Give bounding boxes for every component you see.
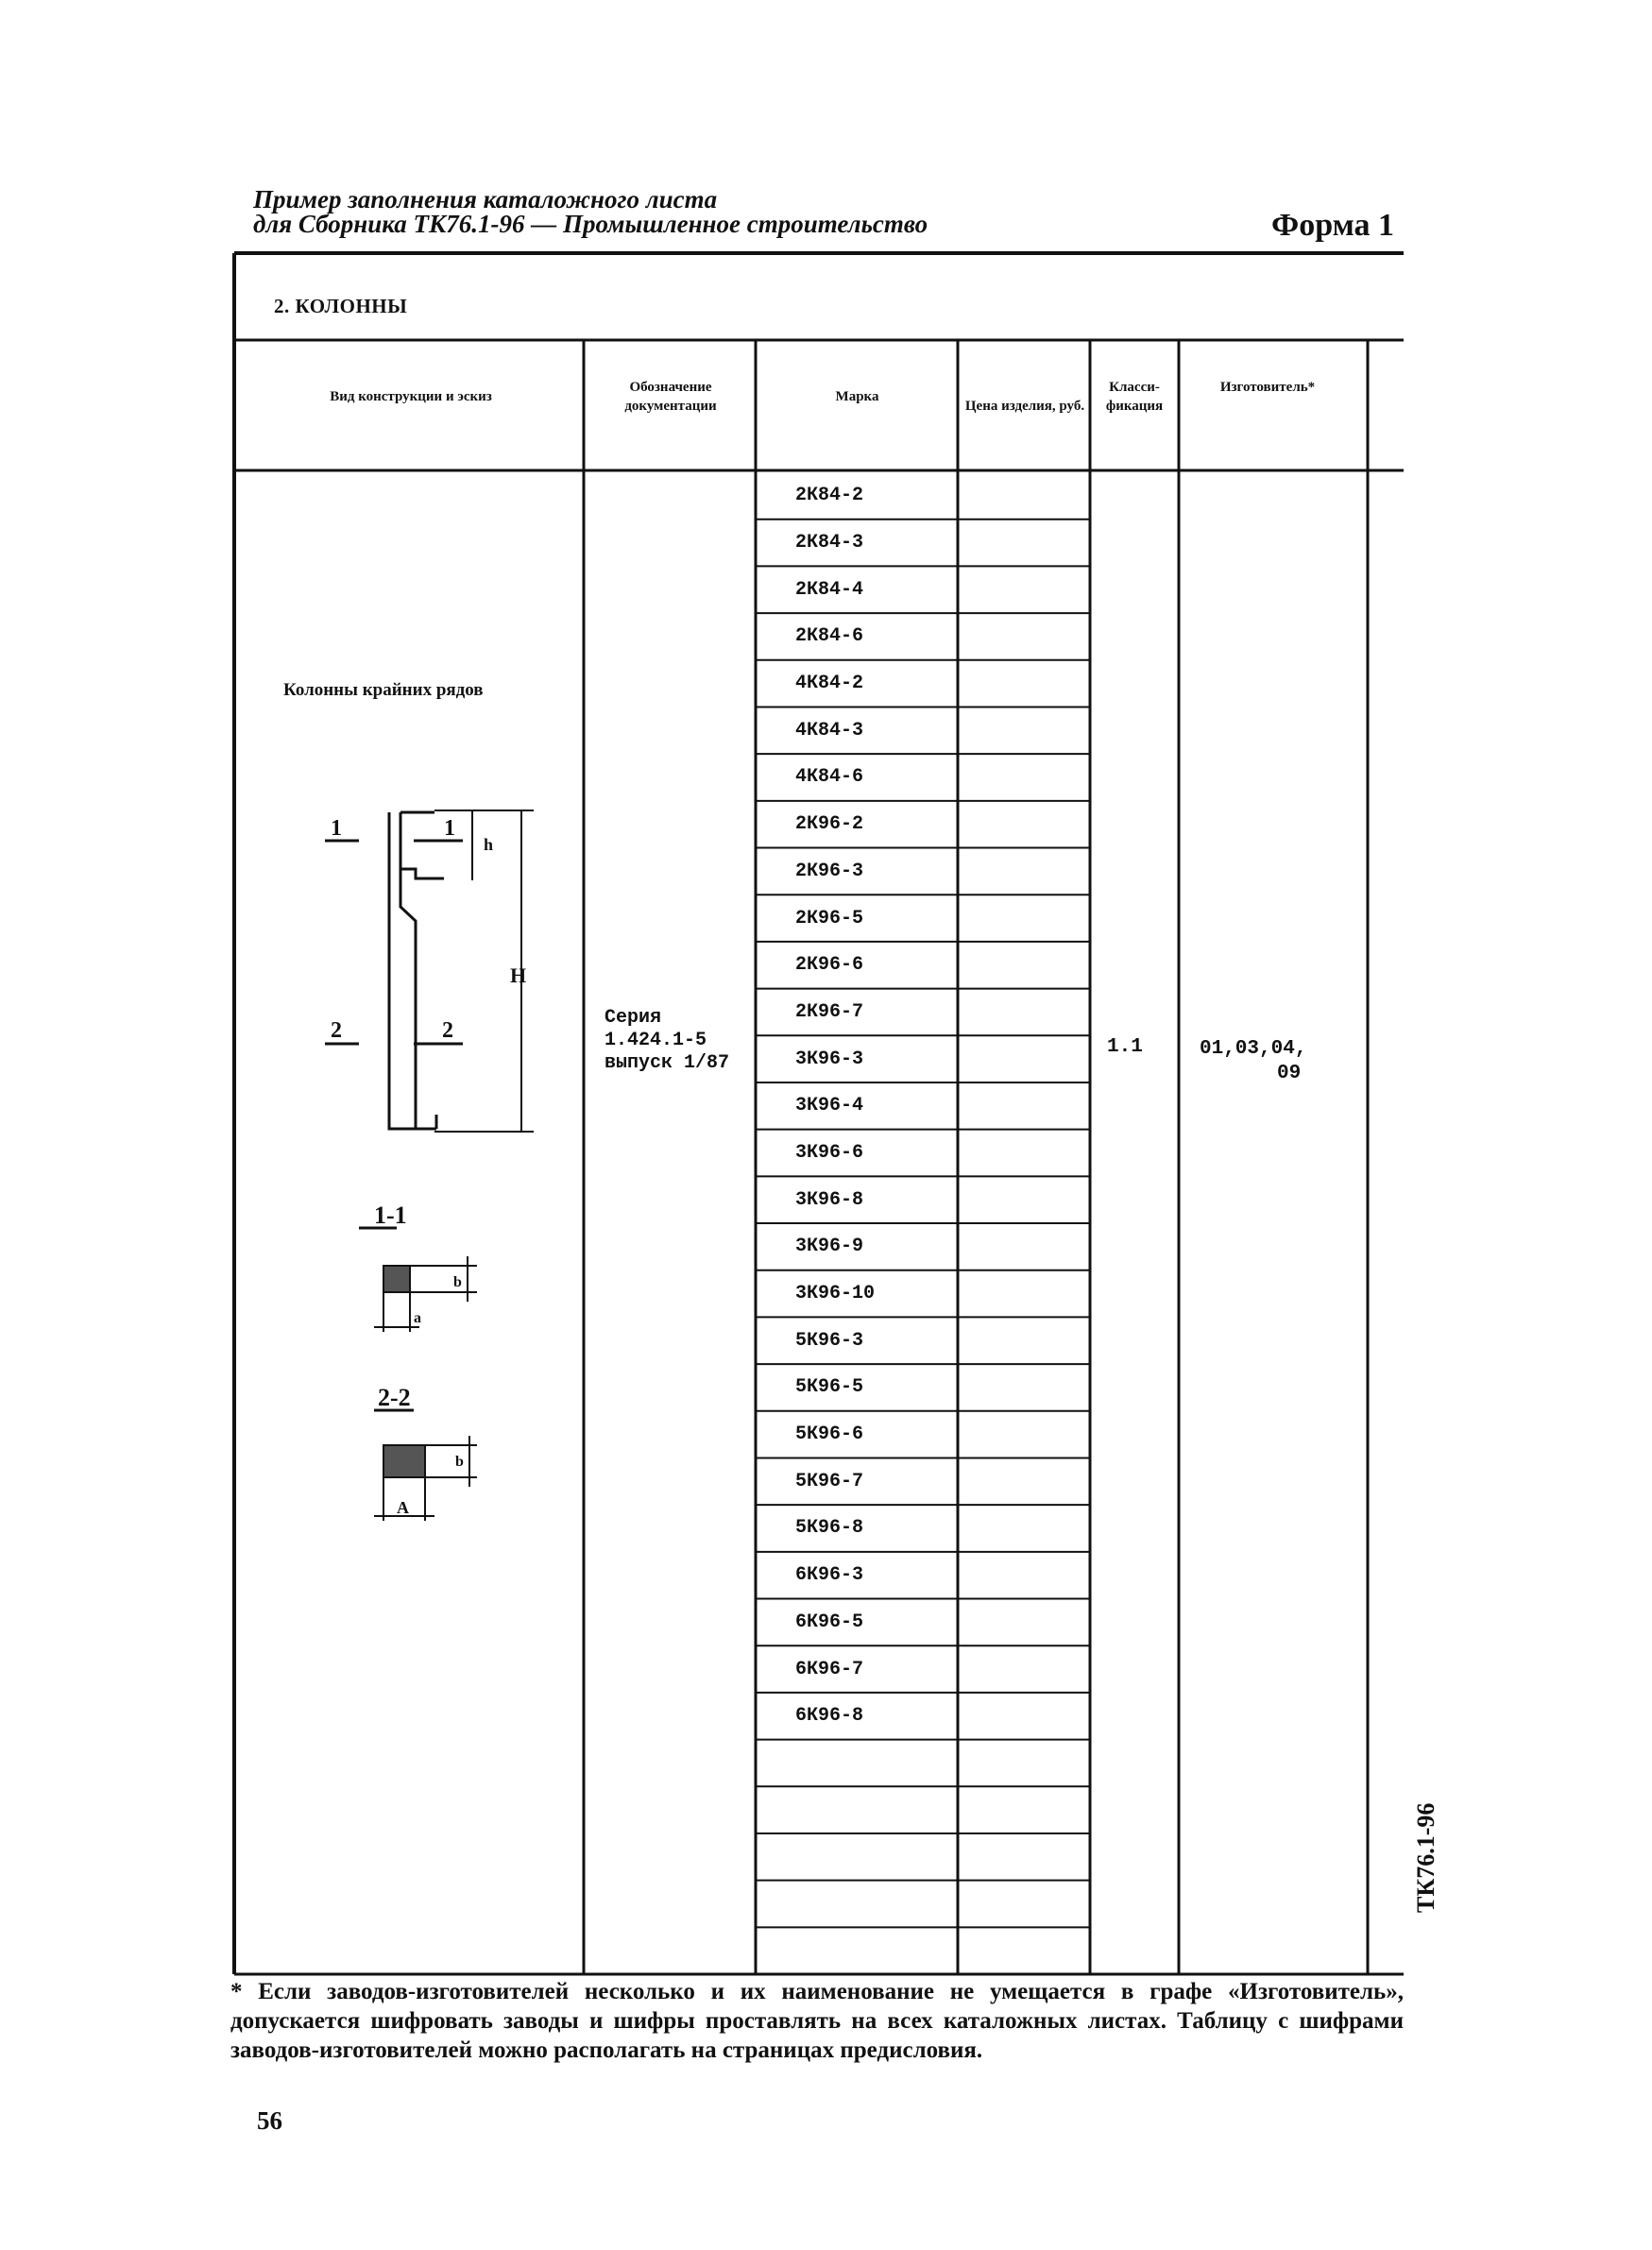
mark-row: [756, 1270, 963, 1318]
sketch-label-A: A: [397, 1498, 409, 1517]
mark-row: [756, 1082, 963, 1130]
mark-row: [756, 1740, 963, 1787]
mark-label: 6К96-3: [795, 1564, 864, 1587]
mark-label: 2К96-3: [795, 860, 864, 882]
column-header-classification: Класси-фикация: [1105, 380, 1164, 414]
mark-label: 3К96-6: [795, 1141, 864, 1164]
mark-row: [756, 1505, 963, 1552]
section-title: 2. КОЛОННЫ: [274, 295, 408, 317]
mark-label: 3К96-9: [795, 1236, 864, 1258]
mark-label: 3К96-8: [795, 1188, 864, 1211]
mark-label: 3К96-4: [795, 1095, 864, 1117]
mark-label: 6К96-8: [795, 1705, 864, 1728]
sketch-label-1-left: 1: [331, 816, 342, 841]
mark-label: 3К96-10: [795, 1283, 876, 1305]
mark-row: [756, 472, 963, 520]
construction-caption: Колонны крайних рядов: [283, 680, 484, 700]
mark-row: [756, 1411, 963, 1458]
manufacturer-cell: [1200, 1037, 1306, 1086]
form-label: Форма 1: [1271, 208, 1395, 243]
mark-row: [756, 1035, 963, 1082]
sketch-label-b2: b: [455, 1454, 464, 1470]
mark-row: [756, 520, 963, 567]
sketch-label-h: h: [484, 835, 494, 854]
mark-row: [756, 895, 963, 942]
mark-label: 6К96-5: [795, 1611, 864, 1633]
mark-row: [756, 1881, 963, 1928]
mark-label: 5К96-6: [795, 1423, 864, 1446]
mark-label: 2К84-4: [795, 578, 864, 601]
mark-row: [756, 1552, 963, 1599]
sketch-section-1-1: 1-1: [374, 1202, 407, 1229]
mark-row: [756, 1223, 963, 1270]
mark-label: 4К84-6: [795, 766, 864, 789]
column-header-price: Цена изделия, руб.: [964, 399, 1085, 414]
sketch-label-1-right: 1: [444, 816, 455, 841]
sketch-section-2-2: 2-2: [378, 1384, 411, 1411]
mark-row: [756, 801, 963, 848]
mark-label: 5К96-5: [795, 1376, 864, 1399]
mark-label: 4К84-3: [795, 719, 864, 741]
mark-label: 2К96-6: [795, 954, 864, 977]
header-line-2: для Сборника ТК76.1-96 — Промышленное строительство: [253, 210, 928, 238]
mark-label: 2К84-6: [795, 625, 864, 648]
classification-cell: 1.1: [1107, 1036, 1143, 1058]
mark-row: [756, 989, 963, 1036]
column-header-mark: Марка: [835, 389, 879, 404]
mark-label: 4К84-2: [795, 673, 864, 695]
documentation-line-3: выпуск 1/87: [605, 1052, 730, 1074]
mark-row: [756, 1786, 963, 1833]
column-header-manufacturer: Изготовитель*: [1219, 380, 1316, 395]
mark-row: [756, 660, 963, 707]
mark-row: [756, 1176, 963, 1223]
documentation-line-2: 1.424.1-5: [605, 1030, 707, 1051]
mark-row: [756, 1693, 963, 1740]
mark-label: 2К96-5: [795, 907, 864, 929]
mark-row: [756, 942, 963, 989]
sketch-label-b1: b: [453, 1274, 462, 1290]
column-sketch: [302, 793, 548, 1549]
manufacturer-line-1: 01,03,04,: [1200, 1038, 1307, 1060]
mark-label: 5К96-7: [795, 1470, 864, 1492]
mark-row: [756, 1130, 963, 1177]
mark-label: 6К96-7: [795, 1658, 864, 1680]
sketch-label-2-right: 2: [442, 1018, 453, 1043]
sketch-label-H: H: [510, 963, 527, 987]
mark-label: 5К96-3: [795, 1329, 864, 1352]
column-header-documentation: Обозначение документации: [624, 380, 717, 414]
sketch-label-2-left: 2: [331, 1018, 342, 1043]
mark-label: 2К84-2: [795, 485, 864, 507]
mark-row: [756, 1364, 963, 1411]
column-header-type: Вид конструкции и эскиз: [330, 389, 492, 404]
mark-row: [756, 1317, 963, 1364]
footnote: * Если заводов-изготовителей несколько и их наименование не умещается в графе «Изготовитель», допускается шифровать заводы и шифры проставлять на всех каталожных листах. Таблицу с шифрами заводов-изготовителей можно располагать на страницах предисловия.: [230, 1979, 1404, 2063]
header-line-1: Пример заполнения каталожного листа: [253, 185, 718, 213]
mark-row: [756, 1833, 963, 1881]
mark-row: [756, 613, 963, 660]
mark-label: 3К96-3: [795, 1048, 864, 1070]
mark-row: [756, 1645, 963, 1693]
mark-row: [756, 1599, 963, 1646]
mark-row: [756, 566, 963, 613]
mark-label: 2К84-3: [795, 532, 864, 554]
mark-row: [756, 1927, 963, 1974]
documentation-line-1: Серия: [605, 1007, 662, 1029]
page-number: 56: [257, 2106, 282, 2135]
mark-label: 2К96-7: [795, 1000, 864, 1023]
mark-row: [756, 1457, 963, 1505]
mark-label: 2К96-2: [795, 813, 864, 836]
documentation-cell: [605, 1007, 729, 1075]
marks-column: [756, 472, 958, 1974]
manufacturer-line-2: 09: [1277, 1063, 1302, 1084]
mark-label: 5К96-8: [795, 1517, 864, 1540]
side-code: ТК76.1-96: [1412, 1802, 1439, 1913]
sketch-label-a1: a: [414, 1310, 421, 1326]
mark-row: [756, 848, 963, 895]
mark-row: [756, 707, 963, 754]
mark-row: [756, 754, 963, 801]
